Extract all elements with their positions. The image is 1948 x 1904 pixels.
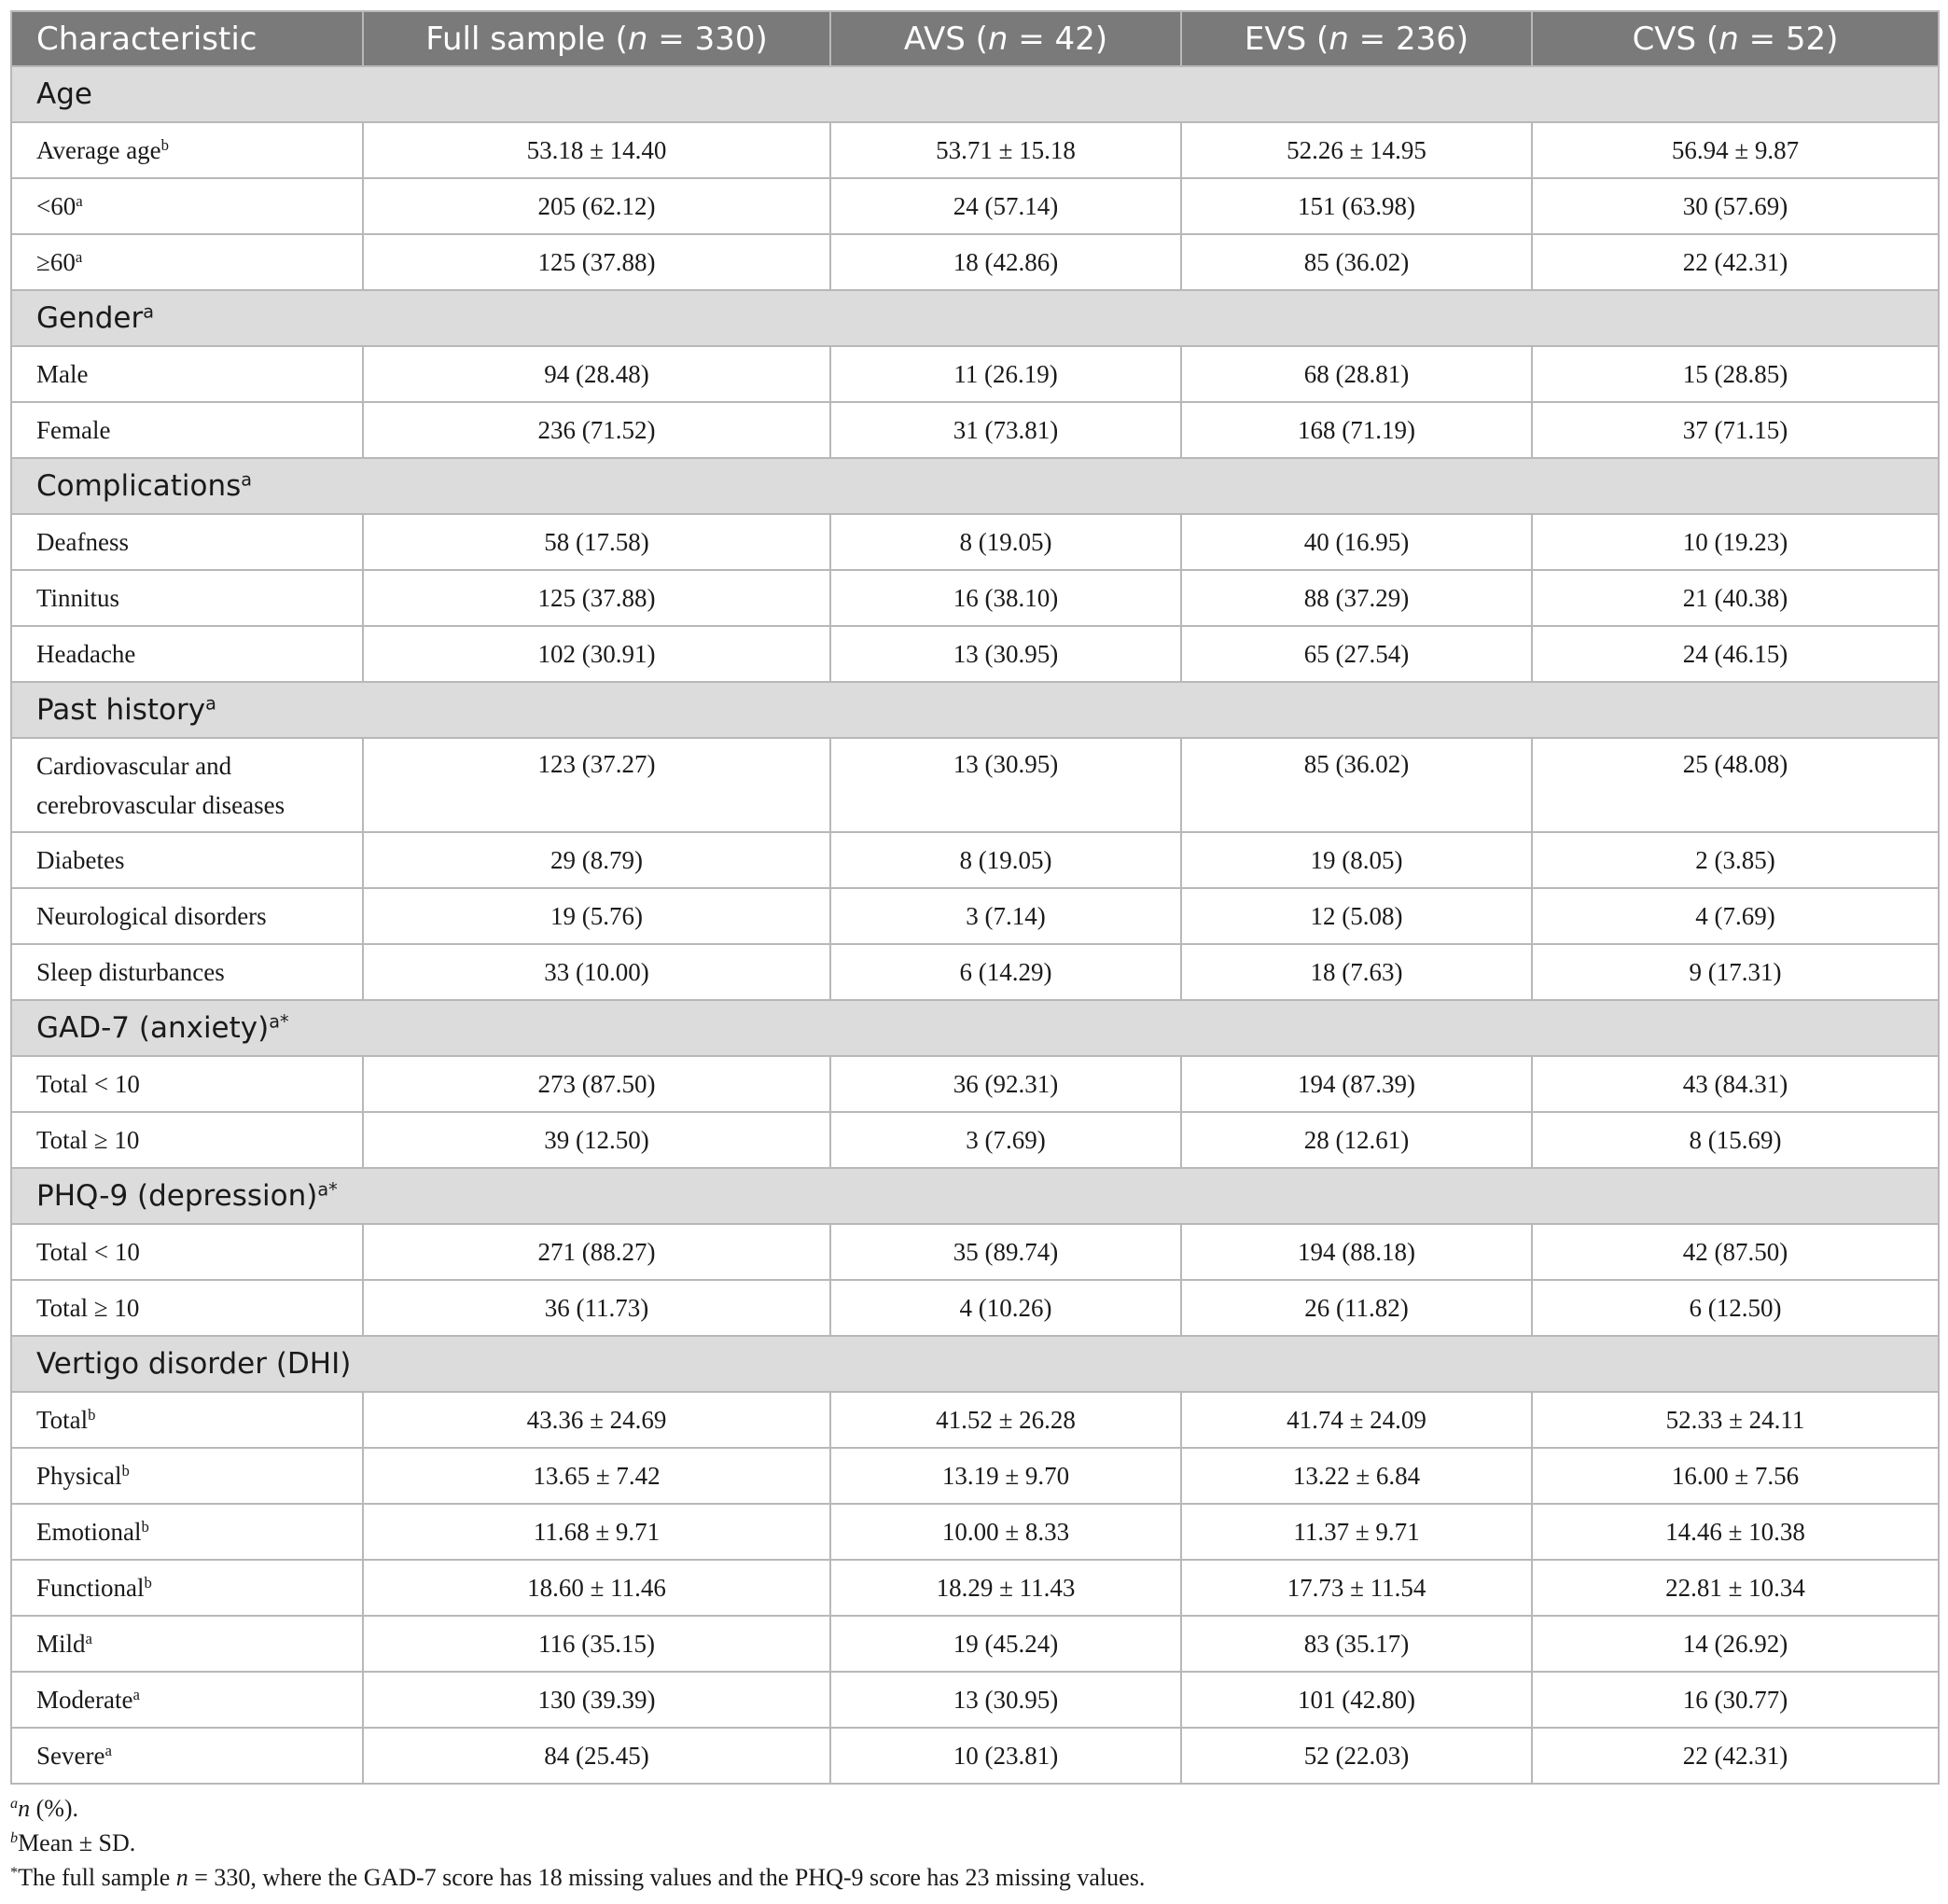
cell-cvs: 21 (40.38): [1532, 570, 1939, 626]
footnote-a-mark: a: [10, 1796, 19, 1813]
row-label: ≥60: [36, 247, 76, 276]
cell-cvs: 24 (46.15): [1532, 626, 1939, 682]
section-title-cell: [11, 1000, 1939, 1056]
cell-full-sample: 130 (39.39): [363, 1672, 830, 1728]
row-label-sup: b: [121, 1461, 130, 1480]
cell-evs: 68 (28.81): [1181, 346, 1532, 402]
cell-evs: 52 (22.03): [1181, 1728, 1532, 1784]
cell-full-sample: 125 (37.88): [363, 570, 830, 626]
header-cvs-label: CVS (: [1632, 20, 1719, 58]
cell-evs: 17.73 ± 11.54: [1181, 1560, 1532, 1616]
row-label-line2: cerebrovascular diseases: [36, 791, 285, 819]
cell-cvs: 22.81 ± 10.34: [1532, 1560, 1939, 1616]
section-row-gender: [11, 290, 1939, 346]
header-full-sample: [363, 11, 830, 66]
row-label-cell: [11, 570, 363, 626]
section-row-phq9: [11, 1168, 1939, 1224]
cell-cvs: 2 (3.85): [1532, 832, 1939, 888]
row-label-sup: a: [75, 247, 83, 266]
header-evs-n-val: = 236): [1348, 20, 1469, 58]
cell-cvs: 37 (71.15): [1532, 402, 1939, 458]
cell-full-sample: 33 (10.00): [363, 944, 830, 1000]
cell-evs: 168 (71.19): [1181, 402, 1532, 458]
cell-avs: 8 (19.05): [830, 514, 1181, 570]
cell-evs: 19 (8.05): [1181, 832, 1532, 888]
cell-evs: 85 (36.02): [1181, 738, 1532, 832]
cell-cvs: 22 (42.31): [1532, 234, 1939, 290]
row-label-sup: a: [85, 1629, 92, 1647]
cell-full-sample: 102 (30.91): [363, 626, 830, 682]
row-label: Total ≥ 10: [36, 1293, 140, 1322]
row-label: <60: [36, 191, 77, 220]
table-body: [11, 66, 1939, 1784]
cell-cvs: 4 (7.69): [1532, 888, 1939, 944]
cell-full-sample: 125 (37.88): [363, 234, 830, 290]
section-row-vertigo-dhi: [11, 1336, 1939, 1392]
cell-full-sample: 13.65 ± 7.42: [363, 1448, 830, 1504]
cell-full-sample: 58 (17.58): [363, 514, 830, 570]
row-label: Neurological disorders: [36, 901, 267, 930]
cell-cvs: 15 (28.85): [1532, 346, 1939, 402]
row-label: Sleep disturbances: [36, 957, 225, 986]
header-avs-n-var: n: [987, 20, 1009, 58]
cell-cvs: 16.00 ± 7.56: [1532, 1448, 1939, 1504]
cell-evs: 18 (7.63): [1181, 944, 1532, 1000]
table-row: [11, 1728, 1939, 1784]
cell-avs: 18 (42.86): [830, 234, 1181, 290]
table-row: [11, 1616, 1939, 1672]
row-label-cell: [11, 402, 363, 458]
cell-avs: 4 (10.26): [830, 1280, 1181, 1336]
cell-full-sample: 43.36 ± 24.69: [363, 1392, 830, 1448]
cell-evs: 101 (42.80): [1181, 1672, 1532, 1728]
cell-cvs: 14 (26.92): [1532, 1616, 1939, 1672]
row-label-cell: [11, 1560, 363, 1616]
row-label-cell: [11, 1504, 363, 1560]
section-title-sup: a: [241, 468, 253, 491]
table-row: [11, 1112, 1939, 1168]
row-label: Functional: [36, 1573, 145, 1602]
row-label-cell: [11, 888, 363, 944]
table-row: [11, 1280, 1939, 1336]
header-avs-n-val: = 42): [1008, 20, 1108, 58]
footnote-b-mark: b: [10, 1830, 19, 1847]
section-title-cell: [11, 682, 1939, 738]
cell-evs: 83 (35.17): [1181, 1616, 1532, 1672]
footnote-a: [10, 1791, 1938, 1826]
section-title-cell: [11, 290, 1939, 346]
cell-cvs: 16 (30.77): [1532, 1672, 1939, 1728]
footnote-star-var: n: [175, 1864, 188, 1891]
row-label: Severe: [36, 1741, 105, 1770]
row-label-cell: [11, 1112, 363, 1168]
cell-cvs: 43 (84.31): [1532, 1056, 1939, 1112]
cell-cvs: 22 (42.31): [1532, 1728, 1939, 1784]
row-label-sup: b: [88, 1405, 96, 1424]
cell-avs: 3 (7.14): [830, 888, 1181, 944]
row-label: Female: [36, 415, 111, 444]
cell-avs: 41.52 ± 26.28: [830, 1392, 1181, 1448]
cell-avs: 13.19 ± 9.70: [830, 1448, 1181, 1504]
section-title-cell: [11, 66, 1939, 122]
section-title-sup: a: [205, 692, 216, 715]
cell-avs: 3 (7.69): [830, 1112, 1181, 1168]
row-label: Headache: [36, 639, 136, 668]
section-title-cell: [11, 458, 1939, 514]
row-label-cell: [11, 1392, 363, 1448]
row-label-cell: [11, 346, 363, 402]
row-label: Total < 10: [36, 1069, 140, 1098]
table-row: [11, 514, 1939, 570]
cell-cvs: 25 (48.08): [1532, 738, 1939, 832]
header-cvs-n-var: n: [1718, 20, 1739, 58]
cell-avs: 10 (23.81): [830, 1728, 1181, 1784]
cell-avs: 13 (30.95): [830, 626, 1181, 682]
row-label-sup: b: [141, 1517, 149, 1536]
table-row: [11, 944, 1939, 1000]
row-label-cell: [11, 1224, 363, 1280]
row-label: Diabetes: [36, 845, 125, 874]
cell-avs: 53.71 ± 15.18: [830, 122, 1181, 178]
cell-avs: 24 (57.14): [830, 178, 1181, 234]
cell-avs: 18.29 ± 11.43: [830, 1560, 1181, 1616]
section-title: Vertigo disorder (DHI): [36, 1347, 352, 1381]
section-title-cell: [11, 1168, 1939, 1224]
cell-evs: 13.22 ± 6.84: [1181, 1448, 1532, 1504]
row-label-cell: [11, 626, 363, 682]
table-row: [11, 1056, 1939, 1112]
cell-evs: 85 (36.02): [1181, 234, 1532, 290]
table-row: [11, 346, 1939, 402]
cell-full-sample: 84 (25.45): [363, 1728, 830, 1784]
footnote-star-mark: *: [10, 1865, 19, 1882]
row-label: Total: [36, 1405, 89, 1434]
cell-cvs: 56.94 ± 9.87: [1532, 122, 1939, 178]
row-label: Total ≥ 10: [36, 1125, 140, 1154]
section-row-past-history: [11, 682, 1939, 738]
table-row: [11, 1448, 1939, 1504]
table-row: [11, 888, 1939, 944]
row-label-cell: [11, 832, 363, 888]
cell-full-sample: 123 (37.27): [363, 738, 830, 832]
section-title-sup: a*: [269, 1010, 289, 1033]
row-label-sup: a: [76, 191, 83, 210]
cell-evs: 26 (11.82): [1181, 1280, 1532, 1336]
cell-cvs: 10 (19.23): [1532, 514, 1939, 570]
footnote-star-pre: The full sample: [18, 1864, 176, 1891]
row-label-cell: [11, 738, 363, 832]
cell-avs: 36 (92.31): [830, 1056, 1181, 1112]
row-label: Cardiovascular and: [36, 752, 232, 780]
cell-full-sample: 39 (12.50): [363, 1112, 830, 1168]
footnote-b: [10, 1826, 1938, 1860]
cell-full-sample: 94 (28.48): [363, 346, 830, 402]
cell-full-sample: 236 (71.52): [363, 402, 830, 458]
cell-full-sample: 29 (8.79): [363, 832, 830, 888]
footnote-a-var: n: [18, 1795, 31, 1822]
cell-full-sample: 116 (35.15): [363, 1616, 830, 1672]
row-label-cell: [11, 1616, 363, 1672]
cell-full-sample: 273 (87.50): [363, 1056, 830, 1112]
footnote-star: [10, 1860, 1938, 1895]
cell-avs: 10.00 ± 8.33: [830, 1504, 1181, 1560]
table-row: [11, 738, 1939, 832]
cell-cvs: 8 (15.69): [1532, 1112, 1939, 1168]
section-title-cell: [11, 1336, 1939, 1392]
characteristics-table: [10, 10, 1940, 1785]
table-footnotes: [10, 1791, 1938, 1895]
row-label-cell: [11, 1056, 363, 1112]
section-title: PHQ-9 (depression): [36, 1179, 318, 1213]
cell-full-sample: 36 (11.73): [363, 1280, 830, 1336]
section-title-sup: a: [143, 300, 155, 323]
cell-full-sample: 18.60 ± 11.46: [363, 1560, 830, 1616]
cell-avs: 13 (30.95): [830, 1672, 1181, 1728]
section-title: Past history: [36, 693, 206, 727]
row-label: Total < 10: [36, 1237, 140, 1266]
cell-avs: 35 (89.74): [830, 1224, 1181, 1280]
cell-cvs: 14.46 ± 10.38: [1532, 1504, 1939, 1560]
section-title: Gender: [36, 301, 144, 335]
row-label-cell: [11, 1448, 363, 1504]
row-label: Tinnitus: [36, 583, 120, 612]
header-cvs: [1532, 11, 1939, 66]
row-label-cell: [11, 1672, 363, 1728]
cell-evs: 12 (5.08): [1181, 888, 1532, 944]
cell-cvs: 42 (87.50): [1532, 1224, 1939, 1280]
header-evs: [1181, 11, 1532, 66]
table-row: [11, 1672, 1939, 1728]
row-label-sup: b: [160, 135, 170, 154]
row-label-cell: [11, 944, 363, 1000]
section-title: GAD-7 (anxiety): [36, 1011, 270, 1045]
cell-full-sample: 11.68 ± 9.71: [363, 1504, 830, 1560]
cell-avs: 31 (73.81): [830, 402, 1181, 458]
footnote-a-text: (%).: [30, 1795, 79, 1822]
row-label-cell: [11, 1728, 363, 1784]
section-row-age: [11, 66, 1939, 122]
table-row: [11, 1392, 1939, 1448]
header-full-n-var: n: [627, 20, 648, 58]
row-label-sup: a: [104, 1741, 112, 1759]
cell-avs: 8 (19.05): [830, 832, 1181, 888]
cell-evs: 194 (88.18): [1181, 1224, 1532, 1280]
cell-avs: 11 (26.19): [830, 346, 1181, 402]
row-label: Male: [36, 359, 89, 388]
cell-avs: 6 (14.29): [830, 944, 1181, 1000]
row-label-cell: [11, 1280, 363, 1336]
row-label: Mild: [36, 1629, 86, 1658]
cell-cvs: 30 (57.69): [1532, 178, 1939, 234]
row-label: Deafness: [36, 527, 129, 556]
table-row: [11, 1224, 1939, 1280]
row-label-cell: [11, 234, 363, 290]
row-label: Physical: [36, 1461, 122, 1490]
header-full-label: Full sample (: [425, 20, 628, 58]
cell-avs: 13 (30.95): [830, 738, 1181, 832]
cell-evs: 65 (27.54): [1181, 626, 1532, 682]
cell-evs: 41.74 ± 24.09: [1181, 1392, 1532, 1448]
section-title: Age: [36, 77, 92, 111]
table-row: [11, 1504, 1939, 1560]
cell-evs: 52.26 ± 14.95: [1181, 122, 1532, 178]
table-row: [11, 570, 1939, 626]
cell-full-sample: 19 (5.76): [363, 888, 830, 944]
table-row: [11, 122, 1939, 178]
section-title: Complications: [36, 469, 242, 503]
footnote-b-text: Mean ± SD.: [18, 1829, 136, 1856]
cell-cvs: 9 (17.31): [1532, 944, 1939, 1000]
header-evs-label: EVS (: [1244, 20, 1329, 58]
row-label: Average age: [36, 135, 161, 164]
header-cvs-n-val: = 52): [1738, 20, 1839, 58]
cell-full-sample: 271 (88.27): [363, 1224, 830, 1280]
table-row: [11, 234, 1939, 290]
header-characteristic: Characteristic: [11, 11, 363, 66]
table-row: [11, 832, 1939, 888]
row-label: Emotional: [36, 1517, 142, 1546]
cell-avs: 19 (45.24): [830, 1616, 1181, 1672]
cell-full-sample: 53.18 ± 14.40: [363, 122, 830, 178]
row-label-cell: [11, 514, 363, 570]
table-row: [11, 626, 1939, 682]
cell-cvs: 6 (12.50): [1532, 1280, 1939, 1336]
characteristics-table-wrapper: [10, 10, 1938, 1785]
cell-evs: 194 (87.39): [1181, 1056, 1532, 1112]
row-label-sup: a: [132, 1685, 140, 1703]
cell-evs: 28 (12.61): [1181, 1112, 1532, 1168]
table-row: [11, 1560, 1939, 1616]
cell-avs: 16 (38.10): [830, 570, 1181, 626]
row-label-cell: [11, 178, 363, 234]
cell-evs: 11.37 ± 9.71: [1181, 1504, 1532, 1560]
cell-evs: 40 (16.95): [1181, 514, 1532, 570]
table-header-row: [11, 11, 1939, 66]
cell-cvs: 52.33 ± 24.11: [1532, 1392, 1939, 1448]
header-avs-label: AVS (: [903, 20, 988, 58]
section-row-gad7: [11, 1000, 1939, 1056]
row-label: Moderate: [36, 1685, 133, 1714]
cell-evs: 88 (37.29): [1181, 570, 1532, 626]
header-evs-n-var: n: [1329, 20, 1349, 58]
section-row-complications: [11, 458, 1939, 514]
section-title-sup: a*: [317, 1178, 338, 1201]
cell-evs: 151 (63.98): [1181, 178, 1532, 234]
header-full-n-val: = 330): [647, 20, 768, 58]
footnote-star-text: = 330, where the GAD-7 score has 18 missing values and the PHQ-9 score has 23 missing values.: [188, 1864, 1146, 1891]
table-row: [11, 178, 1939, 234]
row-label-sup: b: [144, 1573, 152, 1591]
row-label-cell: [11, 122, 363, 178]
cell-full-sample: 205 (62.12): [363, 178, 830, 234]
table-row: [11, 402, 1939, 458]
header-avs: [830, 11, 1181, 66]
